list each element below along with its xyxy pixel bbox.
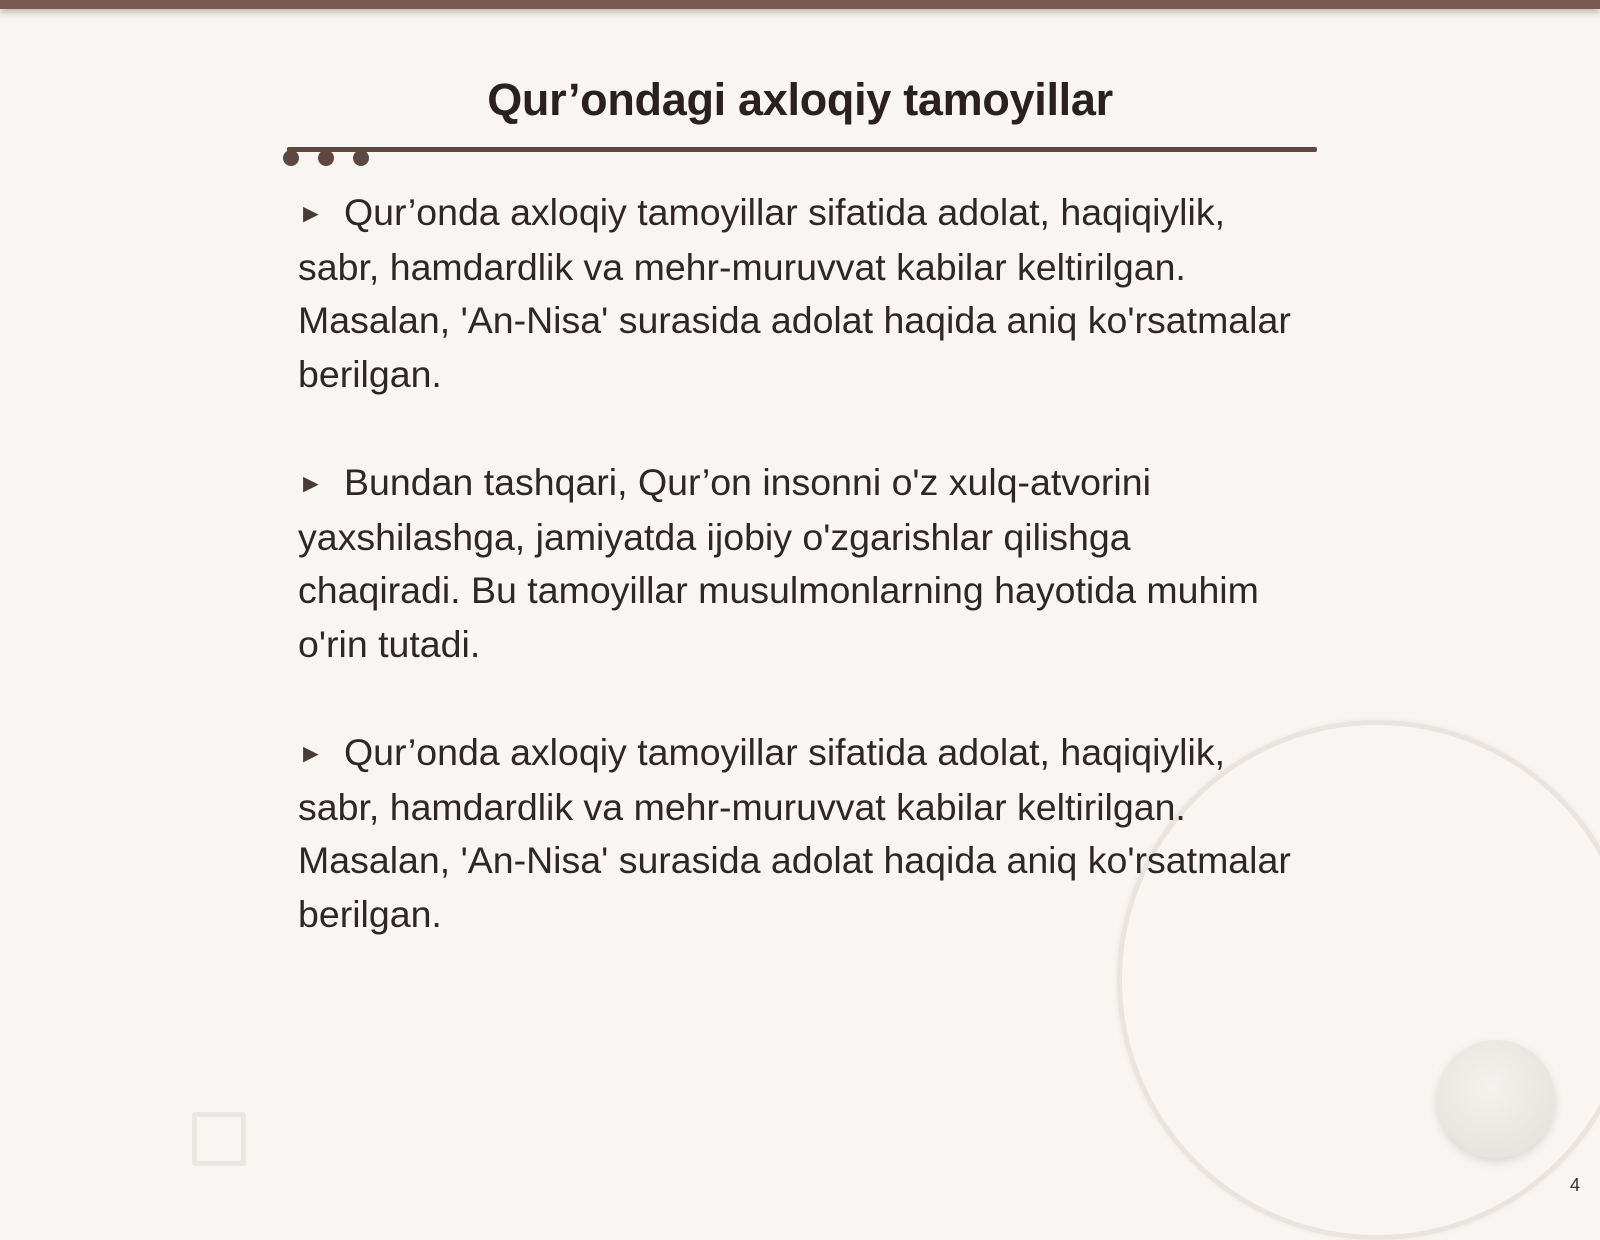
bullet-item [298,186,1298,401]
decorative-dot [318,150,334,166]
top-accent-bar [0,0,1600,9]
decorative-dot [283,150,299,166]
slide-title: Qur’ondagi axloqiy tamoyillar [487,74,1113,125]
decorative-dot [353,150,369,166]
decorative-disc [1437,1040,1555,1158]
page-number: 4 [1569,1175,1580,1195]
bullet-list [298,186,1298,996]
triangle-bullet-icon: ► [298,198,324,228]
bullet-text: Bundan tashqari, Qur’on insonni o'z xulq-atvorini yaxshilashga, jamiyatda ijobiy o'zgarishlar qilishga chaqiradi. Bu tamoyillar musulmonlarning hayotida muhim o'rin tutadi. [298,461,1259,665]
title-underline [287,147,1317,152]
bullet-item [298,456,1298,671]
bullet-text: Qur’onda axloqiy tamoyillar sifatida adolat, haqiqiylik, sabr, hamdardlik va mehr-muruvvat kabilar keltirilgan. Masalan, 'An-Nisa' surasida adolat haqida aniq ko'rsatmalar berilgan. [298,731,1291,935]
bullet-item [298,726,1298,941]
triangle-bullet-icon: ► [298,468,324,498]
bullet-text: Qur’onda axloqiy tamoyillar sifatida adolat, haqiqiylik, sabr, hamdardlik va mehr-muruvvat kabilar keltirilgan. Masalan, 'An-Nisa' surasida adolat haqida aniq ko'rsatmalar berilgan. [298,191,1291,395]
decorative-square [192,1112,246,1166]
triangle-bullet-icon: ► [298,738,324,768]
